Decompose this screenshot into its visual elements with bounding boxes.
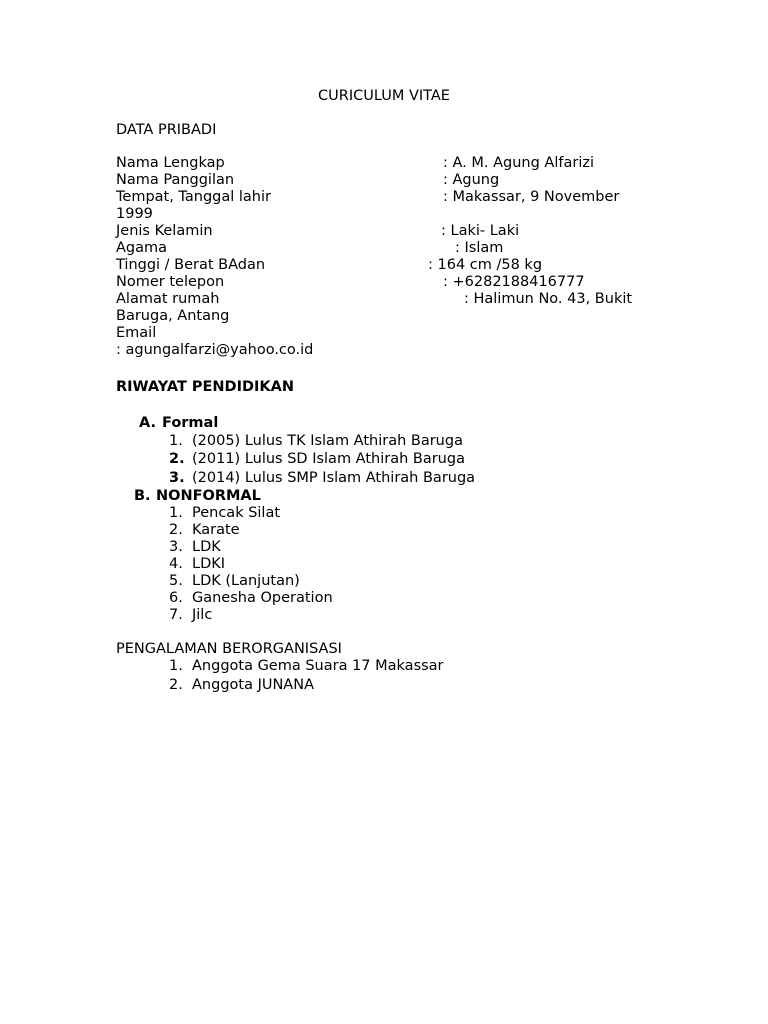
list-item <box>169 590 333 607</box>
list-number: 2. <box>169 451 185 467</box>
list-number: 4. <box>169 556 183 572</box>
nama-panggilan-label: Nama Panggilan <box>116 172 235 188</box>
list-item <box>169 522 240 539</box>
list-text: (2011) Lulus SD Islam Athirah Baruga <box>192 451 465 467</box>
list-item <box>169 658 444 675</box>
list-item <box>169 505 280 522</box>
list-item <box>169 470 475 487</box>
personal-heading: DATA PRIBADI <box>116 122 217 138</box>
agama-value: : Islam <box>455 240 504 256</box>
list-item <box>169 607 212 624</box>
nonformal-title: NONFORMAL <box>156 488 261 504</box>
ttl-value-continuation: 1999 <box>116 206 153 222</box>
formal-marker: A. <box>139 415 156 431</box>
list-text: LDKI <box>192 556 226 572</box>
list-number: 1. <box>169 505 183 521</box>
email-label: Email <box>116 325 157 341</box>
list-item <box>169 539 221 556</box>
organization-heading: PENGALAMAN BERORGANISASI <box>116 641 342 657</box>
list-number: 2. <box>169 677 183 693</box>
nama-lengkap-label: Nama Lengkap <box>116 155 225 171</box>
ttl-value: : Makassar, 9 November <box>443 189 620 205</box>
list-text: LDK <box>192 539 221 555</box>
jenis-kelamin-value: : Laki- Laki <box>441 223 520 239</box>
jenis-kelamin-label: Jenis Kelamin <box>116 223 213 239</box>
list-number: 3. <box>169 539 183 555</box>
alamat-label: Alamat rumah <box>116 291 220 307</box>
list-item <box>169 556 225 573</box>
formal-title: Formal <box>162 415 219 431</box>
list-item <box>169 433 463 450</box>
ttl-label: Tempat, Tanggal lahir <box>116 189 271 205</box>
alamat-value: : Halimun No. 43, Bukit <box>464 291 633 307</box>
list-number: 5. <box>169 573 183 589</box>
tinggi-berat-value: : 164 cm /58 kg <box>428 257 543 273</box>
list-text: Jilc <box>192 607 213 623</box>
document-title: CURICULUM VITAE <box>318 88 450 104</box>
list-text: Pencak Silat <box>192 505 281 521</box>
list-number: 1. <box>169 433 183 449</box>
list-text: Anggota JUNANA <box>192 677 314 693</box>
telepon-label: Nomer telepon <box>116 274 225 290</box>
nama-panggilan-value: : Agung <box>443 172 500 188</box>
telepon-value: : +6282188416777 <box>443 274 585 290</box>
list-number: 3. <box>169 470 185 486</box>
list-text: Ganesha Operation <box>192 590 333 606</box>
alamat-value-continuation: Baruga, Antang <box>116 308 230 324</box>
list-text: LDK (Lanjutan) <box>192 573 300 589</box>
nama-lengkap-value: : A. M. Agung Alfarizi <box>443 155 594 171</box>
list-text: Anggota Gema Suara 17 Makassar <box>192 658 444 674</box>
list-text: Karate <box>192 522 240 538</box>
list-text: (2014) Lulus SMP Islam Athirah Baruga <box>192 470 476 486</box>
list-item <box>169 451 465 468</box>
list-number: 2. <box>169 522 183 538</box>
nonformal-marker: B. <box>134 488 151 504</box>
education-heading: RIWAYAT PENDIDIKAN <box>116 379 295 395</box>
tinggi-berat-label: Tinggi / Berat BAdan <box>116 257 266 273</box>
list-item <box>169 677 314 694</box>
list-number: 1. <box>169 658 183 674</box>
agama-label: Agama <box>116 240 168 256</box>
list-number: 6. <box>169 590 183 606</box>
list-text: (2005) Lulus TK Islam Athirah Baruga <box>192 433 463 449</box>
list-number: 7. <box>169 607 183 623</box>
list-item <box>169 573 300 590</box>
email-value: : agungalfarzi@yahoo.co.id <box>116 342 314 358</box>
